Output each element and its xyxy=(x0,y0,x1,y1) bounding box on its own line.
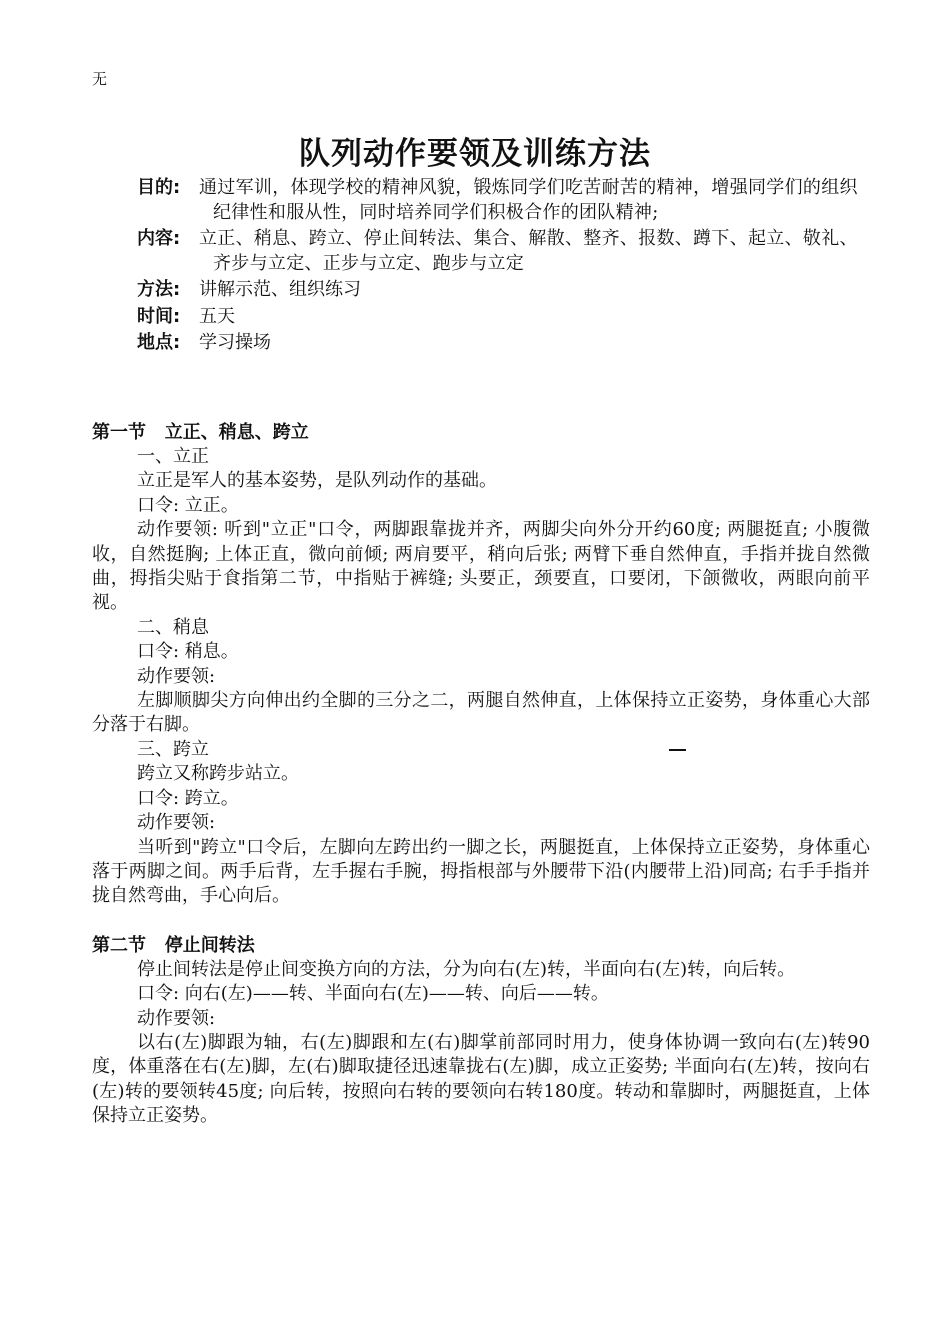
meta-value: 五天 xyxy=(199,305,235,327)
section-gap xyxy=(92,909,870,933)
paragraph: 跨立又称跨步站立。 xyxy=(137,763,299,785)
paragraph: 动作要领: xyxy=(137,1007,216,1029)
meta-value: 立正、稍息、跨立、停止间转法、集合、解散、整齐、报数、蹲下、起立、敬礼、齐步与立定、正步与立定、跑步与立定 xyxy=(199,228,858,274)
meta-row-method xyxy=(137,278,867,303)
meta-block xyxy=(137,176,867,358)
paragraph: 左脚顺脚尖方向伸出约全脚的三分之二，两腿自然伸直，上体保持立正姿势，身体重心大部分落于右脚。 xyxy=(92,690,870,736)
page-title: 队列动作要领及训练方法 xyxy=(299,136,651,172)
paragraph: 动作要领: xyxy=(137,665,216,687)
meta-key: 方法: xyxy=(137,279,181,300)
paragraph: 立正是军人的基本姿势，是队列动作的基础。 xyxy=(137,470,497,492)
paragraph: 二、稍息 xyxy=(137,616,209,638)
paragraph: 以右(左)脚跟为轴，右(左)脚跟和左(右)脚掌前部同时用力，使身体协调一致向右(左)转90度，体重落在右(左)脚，左(右)脚取捷径迅速靠拢右(左)脚，成立正姿势; 半面向右(左)转，按向右(左)转的要领转45度; 向后转，按照向右转的要领向右转180度。转动和靠脚时，两腿挺直，上体保持立正姿势。 xyxy=(92,1031,870,1127)
meta-row-place xyxy=(137,331,867,356)
stray-dash-mark xyxy=(669,749,686,751)
meta-row-time xyxy=(137,305,867,330)
paragraph: 停止间转法是停止间变换方向的方法，分为向右(左)转，半面向右(左)转，向后转。 xyxy=(137,958,796,980)
meta-value: 讲解示范、组织练习 xyxy=(199,279,361,300)
paragraph: 口令: 稍息。 xyxy=(137,641,239,663)
paragraph: 口令: 立正。 xyxy=(137,494,239,516)
meta-value: 通过军训，体现学校的精神风貌，锻炼同学们吃苦耐苦的精神，增强同学们的组织纪律性和服从性，同时培养同学们积极合作的团队精神; xyxy=(199,177,858,223)
meta-key: 内容: xyxy=(137,228,181,249)
meta-value: 学习操场 xyxy=(199,332,271,353)
meta-key: 地点: xyxy=(137,332,181,353)
paragraph: 一、立正 xyxy=(137,446,209,467)
meta-row-purpose xyxy=(137,176,867,225)
section-2-title: 第二节 停止间转法 xyxy=(92,934,255,956)
paragraph: 口令: 跨立。 xyxy=(137,787,239,809)
meta-key: 时间: xyxy=(137,305,181,327)
paragraph: 动作要领: 听到"立正"口令，两脚跟靠拢并齐，两脚尖向外分开约60度; 两腿挺直; 小腹微收，自然挺胸; 上体正直，微向前倾; 两肩要平，稍向后张; 两臂下垂自然伸直，手指并拢自然微曲，拇指尖贴于食指第二节，中指贴于裤缝; 头要正，颈要直，口要闭，下颌微收，两眼向前平视。 xyxy=(92,519,870,614)
paragraph: 动作要领: xyxy=(137,812,216,834)
paragraph: 口令: 向右(左)——转、半面向右(左)——转、向后——转。 xyxy=(137,983,609,1005)
body-sections xyxy=(92,420,870,1129)
paragraph: 当听到"跨立"口令后，左脚向左跨出约一脚之长，两腿挺直，上体保持立正姿势，身体重心落于两脚之间。两手后背，左手握右手腕，拇指根部与外腰带下沿(内腰带上沿)同高; 右手手指并拢自然弯曲，手心向后。 xyxy=(92,836,870,907)
section-1-title: 第一节 立正、稍息、跨立 xyxy=(92,422,309,443)
meta-key: 目的: xyxy=(137,177,181,198)
header-mark: 无 xyxy=(92,70,108,88)
paragraph: 三、跨立 xyxy=(137,738,209,760)
meta-row-content xyxy=(137,227,867,276)
